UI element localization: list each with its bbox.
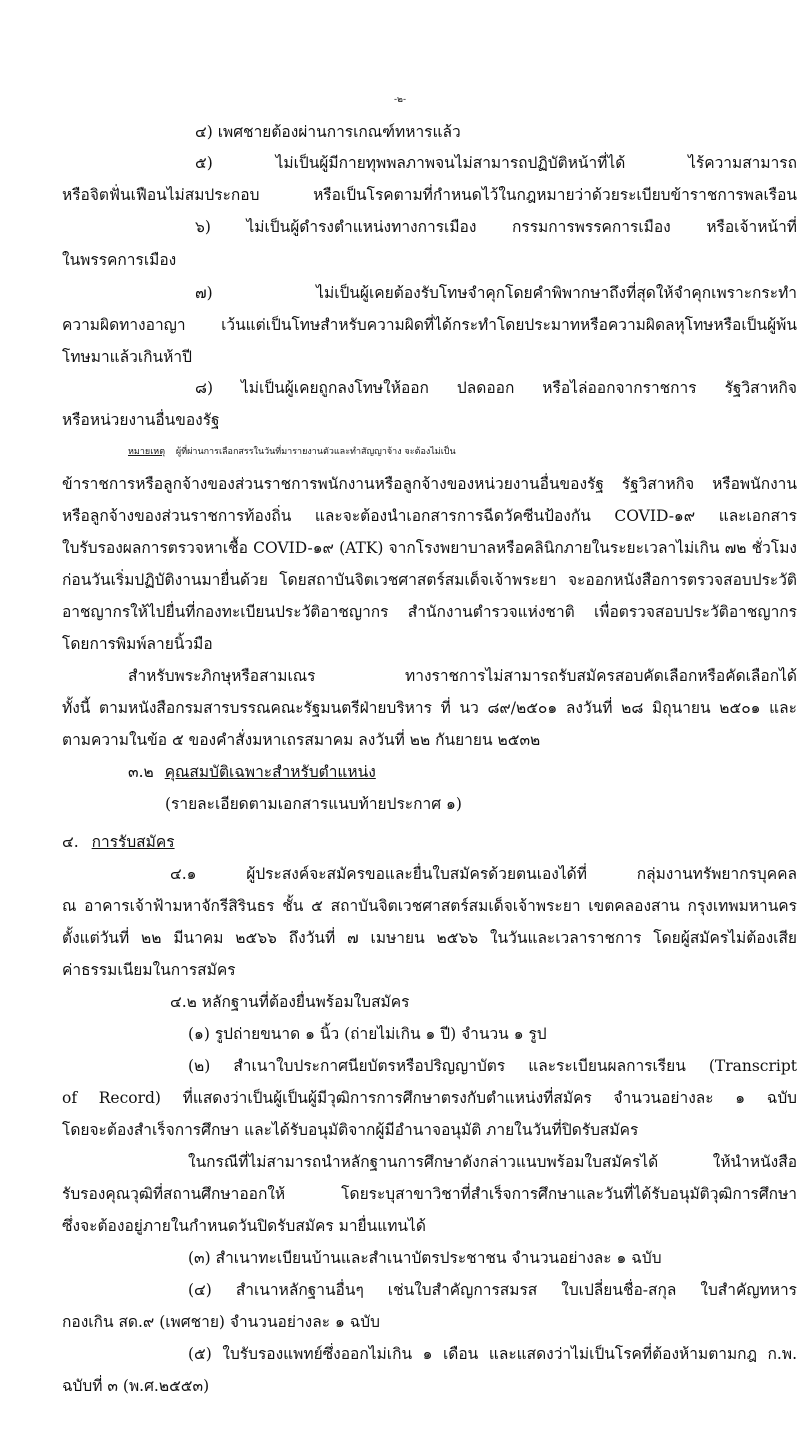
item-7-line-2: ความผิดทางอาญา เว้นแต่เป็นโทษสำหรับความผิดที่ได้กระทำโดยประมาทหรือความผิดลหุโทษหรือเป็นผู้พ้น bbox=[62, 316, 797, 334]
page-number: -๒- bbox=[393, 95, 406, 105]
section-3-2-detail: (รายละเอียดตามเอกสารแนบท้ายประกาศ ๑) bbox=[165, 795, 462, 813]
remark-line-4: ใบรับรองผลการตรวจหาเชื้อ COVID-๑๙ (ATK) จากโรงพยาบาลหรือคลินิกภายในระยะเวลาไม่เกิน ๗๒ ชั่วโมง bbox=[62, 539, 797, 557]
remark-line-5: ก่อนวันเริ่มปฏิบัติงานมายื่นด้วย โดยสถาบันจิตเวชศาสตร์สมเด็จเจ้าพระยา จะออกหนังสือการตรวจสอบประวัติ bbox=[62, 571, 797, 589]
doc-item-2-line-1: (๒) สำเนาใบประกาศนียบัตรหรือปริญญาบัตร และระเบียนผลการเรียน (Transcript bbox=[188, 1057, 797, 1075]
section-3-2-title: คุณสมบัติเฉพาะสำหรับตำแหน่ง bbox=[164, 763, 376, 781]
doc-item-4-line-1: (๔) สำเนาหลักฐานอื่นๆ เช่นใบสำคัญการสมรส ใบเปลี่ยนชื่อ-สกุล ใบสำคัญทหาร bbox=[188, 1281, 797, 1299]
section-3-2-number: ๓.๒ bbox=[128, 763, 154, 781]
remark-line-3: หรือลูกจ้างของส่วนราชการท้องถิ่น และจะต้องนำเอกสารการฉีดวัคซีนป้องกัน COVID-๑๙ และเอกสาร bbox=[62, 507, 797, 525]
item-7-line-1: ๗) ไม่เป็นผู้เคยต้องรับโทษจำคุกโดยคำพิพากษาถึงที่สุดให้จำคุกเพราะกระทำ bbox=[195, 284, 797, 302]
doc-item-3: (๓) สำเนาทะเบียนบ้านและสำเนาบัตรประชาชน จำนวนอย่างละ ๑ ฉบับ bbox=[188, 1249, 662, 1267]
item-5-line-2: หรือจิตฟั่นเฟือนไม่สมประกอบ หรือเป็นโรคตามที่กำหนดไว้ในกฎหมายว่าด้วยระเบียบข้าราชการพลเรือน bbox=[62, 186, 797, 204]
item-8-line-1: ๘) ไม่เป็นผู้เคยถูกลงโทษให้ออก ปลดออก หรือไล่ออกจากราชการ รัฐวิสาหกิจ bbox=[195, 379, 797, 397]
doc-item-1: (๑) รูปถ่ายขนาด ๑ นิ้ว (ถ่ายไม่เกิน ๑ ปี) จำนวน ๑ รูป bbox=[188, 1025, 547, 1043]
monk-line-1: สำหรับพระภิกษุหรือสามเณร ทางราชการไม่สามารถรับสมัครสอบคัดเลือกหรือคัดเลือกได้ bbox=[128, 667, 797, 685]
item-5-line-1: ๕) ไม่เป็นผู้มีกายทุพพลภาพจนไม่สามารถปฏิบัติหน้าที่ได้ ไร้ความสามารถ bbox=[195, 154, 797, 172]
p41-line-4: ค่าธรรมเนียมในการสมัคร bbox=[62, 961, 236, 979]
item-7-line-3: โทษมาแล้วเกินห้าปี bbox=[62, 348, 192, 366]
p41-line-2: ณ อาคารเจ้าฟ้ามหาจักรีสิรินธร ชั้น ๕ สถาบันจิตเวชศาสตร์สมเด็จเจ้าพระยา เขตคลองสาน กรุงเทพมหานคร bbox=[62, 897, 797, 915]
section-4-heading bbox=[62, 832, 175, 852]
note-line-1: ในกรณีที่ไม่สามารถนำหลักฐานการศึกษาดังกล่าวแนบพร้อมใบสมัครได้ ให้นำหนังสือ bbox=[188, 1153, 797, 1171]
doc-item-2-line-3: โดยจะต้องสำเร็จการศึกษา และได้รับอนุมัติจากผู้มีอำนาจอนุมัติ ภายในวันที่ปิดรับสมัคร bbox=[62, 1121, 639, 1139]
section-4-title: การรับสมัคร bbox=[91, 833, 175, 851]
section-3-2-heading bbox=[128, 762, 376, 782]
section-4-number: ๔. bbox=[62, 833, 79, 851]
doc-item-5-line-2: ฉบับที่ ๓ (พ.ศ.๒๕๕๓) bbox=[62, 1377, 210, 1395]
remark-label: หมายเหตุ bbox=[128, 447, 166, 457]
doc-item-5-line-1: (๕) ใบรับรองแพทย์ซึ่งออกไม่เกิน ๑ เดือน และแสดงว่าไม่เป็นโรคที่ต้องห้ามตามกฎ ก.พ. bbox=[188, 1345, 797, 1363]
item-8-line-2: หรือหน่วยงานอื่นของรัฐ bbox=[62, 411, 220, 429]
item-4: ๔) เพศชายต้องผ่านการเกณฑ์ทหารแล้ว bbox=[195, 123, 461, 141]
remark-line-2: ข้าราชการหรือลูกจ้างของส่วนราชการพนักงานหรือลูกจ้างของหน่วยงานอื่นของรัฐ รัฐวิสาหกิจ หรือพนักงาน bbox=[62, 475, 797, 493]
item-6-line-2: ในพรรคการเมือง bbox=[62, 251, 177, 269]
note-line-2: รับรองคุณวุฒิที่สถานศึกษาออกให้ โดยระบุสาขาวิชาที่สำเร็จการศึกษาและวันที่ได้รับอนุมัติวุฒิการศึกษา bbox=[62, 1185, 797, 1203]
doc-item-4-line-2: กองเกิน สด.๙ (เพศชาย) จำนวนอย่างละ ๑ ฉบับ bbox=[62, 1313, 380, 1331]
remark-line-7: โดยการพิมพ์ลายนิ้วมือ bbox=[62, 635, 213, 653]
monk-line-3: ตามความในข้อ ๕ ของคำสั่งมหาเถรสมาคม ลงวันที่ ๒๒ กันยายน ๒๕๓๒ bbox=[62, 731, 541, 749]
note-line-3: ซึ่งจะต้องอยู่ภายในกำหนดวันปิดรับสมัคร มายื่นแทนได้ bbox=[62, 1217, 426, 1235]
p41-line-1: ๔.๑ ผู้ประสงค์จะสมัครขอและยื่นใบสมัครด้วยตนเองได้ที่ กลุ่มงานทรัพยากรบุคคล bbox=[170, 865, 797, 883]
p42-title: ๔.๒ หลักฐานที่ต้องยื่นพร้อมใบสมัคร bbox=[170, 993, 410, 1011]
doc-item-2-line-2: of Record) ที่แสดงว่าเป็นผู้เป็นผู้มีวุฒิการการศึกษาตรงกับตำแหน่งที่สมัคร จำนวนอย่างละ ๑ ฉบับ bbox=[62, 1089, 797, 1107]
remark-text: ผู้ที่ผ่านการเลือกสรรในวันที่มารายงานตัวและทำสัญญาจ้าง จะต้องไม่เป็น bbox=[175, 447, 456, 457]
remark-line-6: อาชญากรให้ไปยื่นที่กองทะเบียนประวัติอาชญากร สำนักงานตำรวจแห่งชาติ เพื่อตรวจสอบประวัติอาชญากร bbox=[62, 603, 797, 621]
monk-line-2: ทั้งนี้ ตามหนังสือกรมสารบรรณคณะรัฐมนตรีฝ่ายบริหาร ที่ นว ๘๙/๒๕๐๑ ลงวันที่ ๒๘ มิถุนายน ๒๕๐๑ และ bbox=[62, 699, 797, 717]
item-6-line-1: ๖) ไม่เป็นผู้ดำรงตำแหน่งทางการเมือง กรรมการพรรคการเมือง หรือเจ้าหน้าที่ bbox=[195, 218, 797, 236]
p41-line-3: ตั้งแต่วันที่ ๒๒ มีนาคม ๒๕๖๖ ถึงวันที่ ๗ เมษายน ๒๕๖๖ ในวันและเวลาราชการ โดยผู้สมัครไม่ต้องเสีย bbox=[62, 929, 797, 947]
remark-line-1 bbox=[128, 442, 797, 462]
